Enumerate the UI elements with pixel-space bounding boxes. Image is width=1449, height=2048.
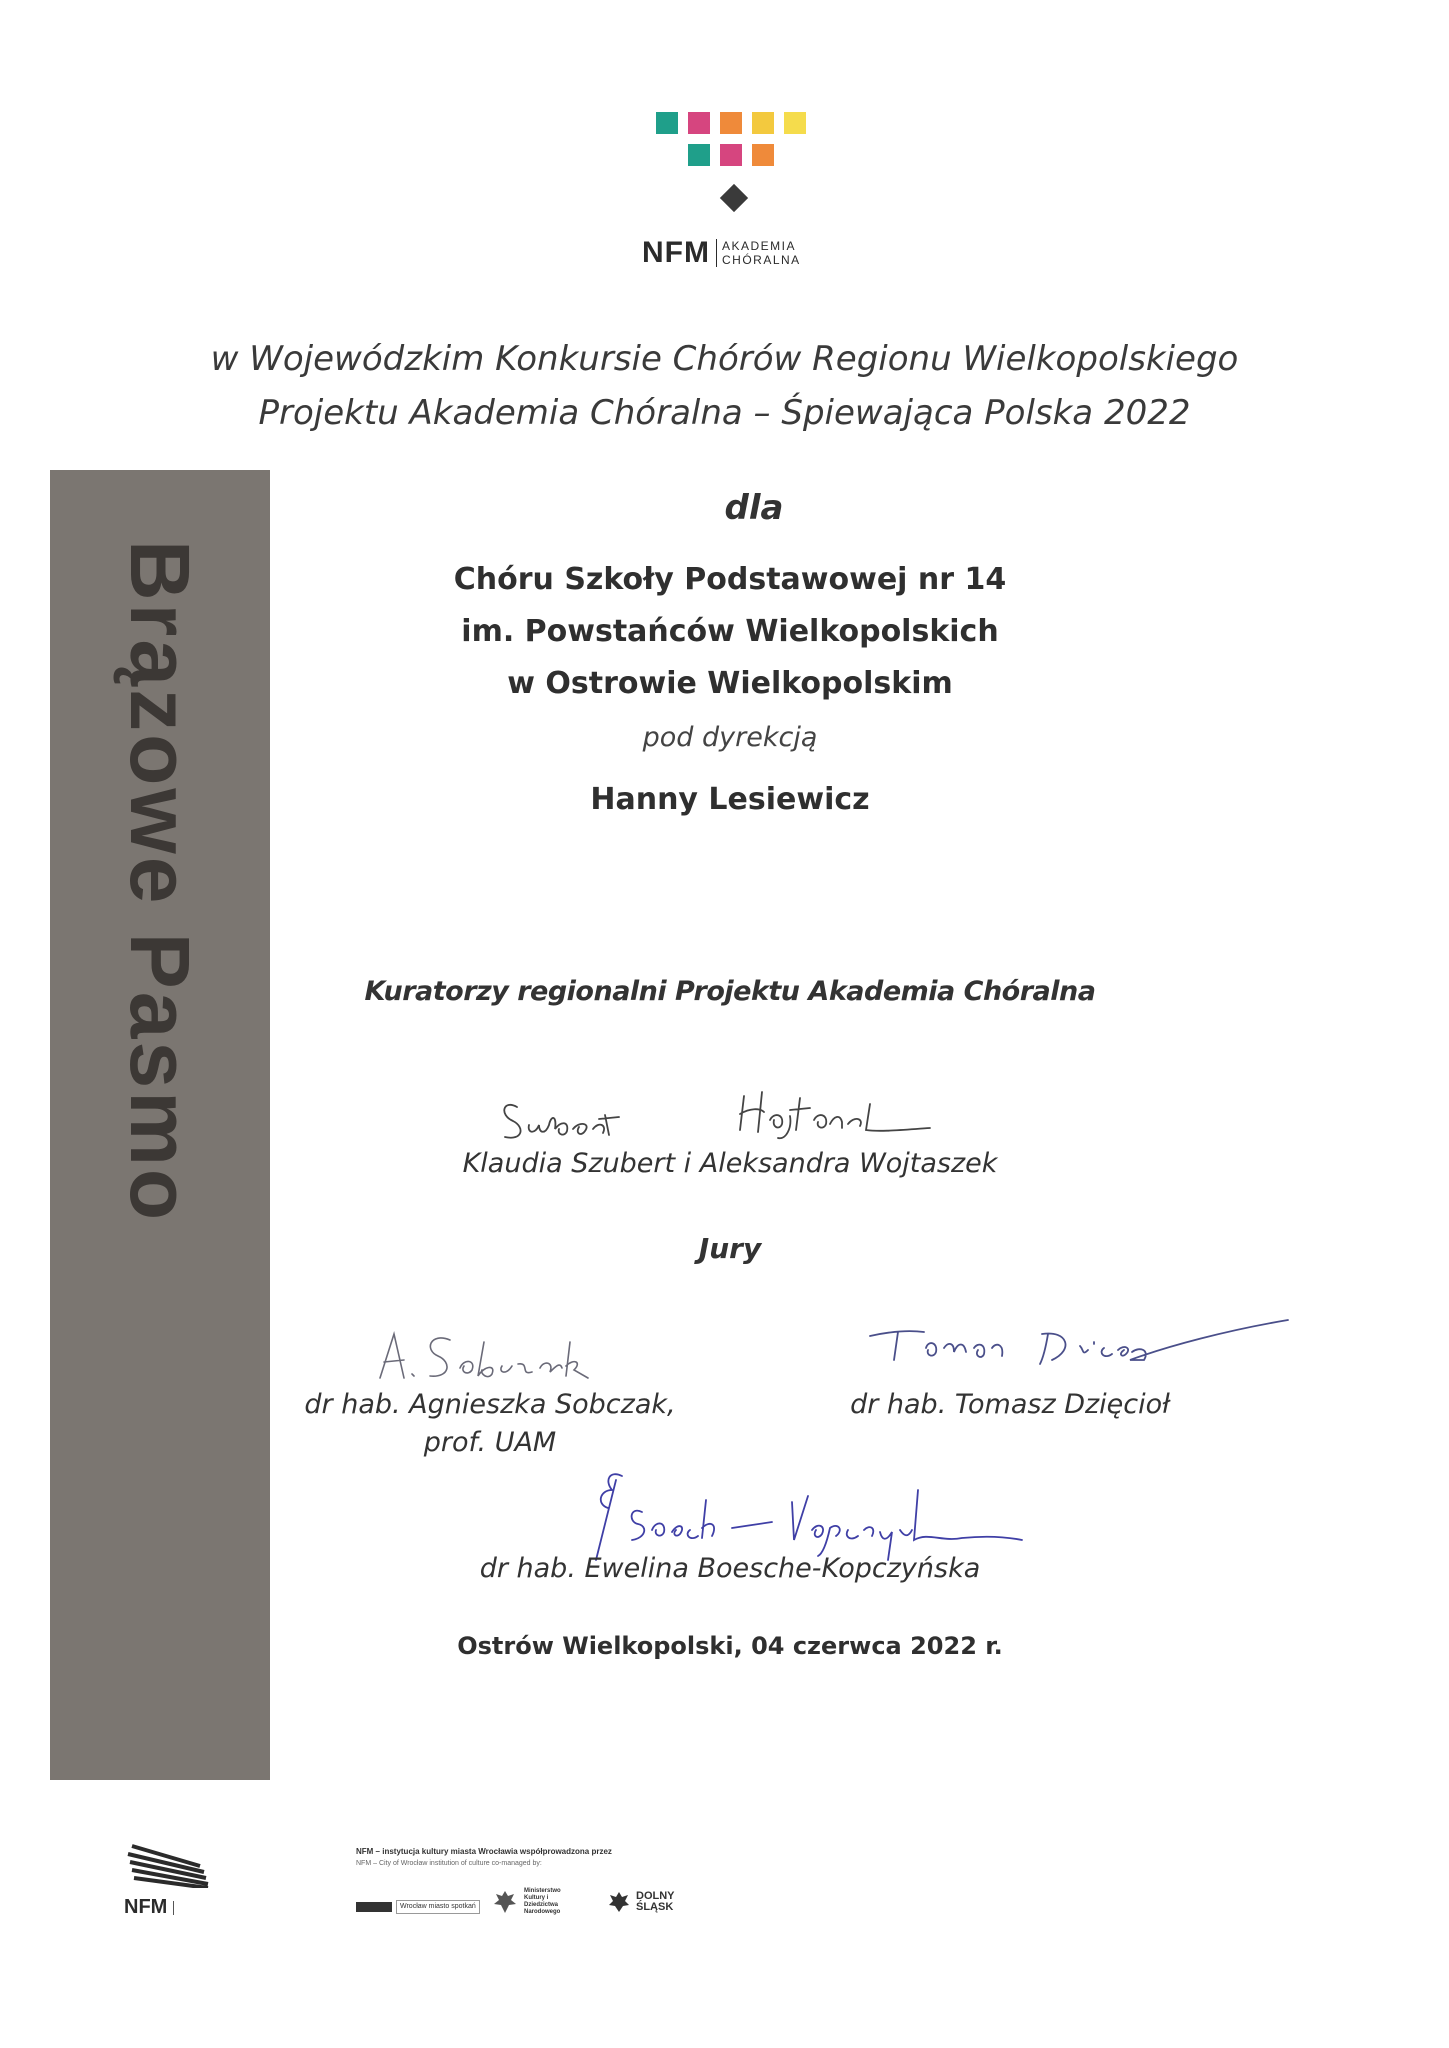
juror1-line2: prof. UAM — [423, 1427, 557, 1458]
jury-heading: Jury — [698, 1232, 762, 1265]
under-direction-label: pod dyrekcją — [642, 722, 818, 753]
curator-signature-wojtaszek — [730, 1078, 950, 1148]
curators-heading: Kuratorzy regionalni Projektu Akademia Chóralna — [364, 976, 1096, 1007]
logo-square — [720, 144, 742, 166]
juror1-signature — [360, 1322, 660, 1392]
logo-subtitle-line1: AKADEMIA — [721, 239, 796, 253]
logo-square — [656, 112, 678, 134]
curator-signature-szubert — [495, 1085, 665, 1155]
juror2-name: dr hab. Tomasz Dzięcioł — [850, 1389, 1170, 1420]
logo-square — [784, 112, 806, 134]
nfm-wordmark — [642, 236, 801, 270]
logo-square — [688, 144, 710, 166]
footer-partner2: Ministerstwo Kultury i Dziedzictwa Narodowego — [524, 1888, 561, 1915]
director-name: Hanny Lesiewicz — [590, 782, 870, 817]
wroclaw-logo-block — [356, 1902, 392, 1912]
recipient-line3: w Ostrowie Wielkopolskim — [507, 666, 953, 701]
logo-square — [720, 112, 742, 134]
akademia-choralna-logo — [640, 108, 820, 278]
eagle-emblem-icon — [492, 1888, 518, 1916]
intro-line1: w Wojewódzkim Konkursie Chórów Regionu Wielkopolskiego — [210, 339, 1239, 379]
intro-line2: Projektu Akademia Chóralna – Śpiewająca Polska 2022 — [258, 393, 1191, 433]
award-band — [50, 470, 270, 1780]
logo-square — [752, 112, 774, 134]
dolny-slask-eagle-icon — [608, 1890, 630, 1914]
footer-partner-wroclaw — [356, 1900, 480, 1914]
recipient-name — [420, 554, 1040, 710]
footer-partner3: DOLNY ŚLĄSK — [636, 1890, 675, 1913]
logo-diamond — [720, 184, 748, 212]
footer-partner-dolny-slask — [608, 1890, 682, 1914]
footer-note — [356, 1846, 776, 1870]
juror2-signature — [868, 1290, 1308, 1370]
footer-partner1: Wrocław miasto spotkań — [396, 1900, 480, 1914]
logo-square — [688, 112, 710, 134]
recipient-line2: im. Powstańców Wielkopolskich — [461, 614, 999, 649]
place-and-date: Ostrów Wielkopolski, 04 czerwca 2022 r. — [457, 1632, 1003, 1660]
intro-text — [0, 332, 1449, 440]
juror2 — [800, 1386, 1220, 1424]
logo-subtitle-line2: CHÓRALNA — [721, 253, 801, 267]
juror1-line1: dr hab. Agnieszka Sobczak, — [304, 1389, 676, 1420]
footer-note-line2: NFM – City of Wrocław institution of culture co-managed by: — [356, 1860, 542, 1867]
curators-names: Klaudia Szubert i Aleksandra Wojtaszek — [462, 1148, 998, 1179]
logo-brand: NFM — [642, 236, 710, 269]
award-band-text: Brązowe Pasmo — [113, 540, 208, 1224]
dla-label: dla — [724, 488, 784, 528]
logo-square — [752, 144, 774, 166]
footer-partner-ministry — [492, 1888, 572, 1916]
footer-nfm-wordmark: NFM — [124, 1896, 168, 1918]
logo-subtitle — [716, 239, 801, 267]
footer-nfm-logo — [124, 1840, 224, 1920]
footer-note-line1: NFM – instytucja kultury miasta Wrocławia współprowadzona przez — [356, 1847, 612, 1856]
nfm-building-icon — [124, 1840, 214, 1888]
recipient-line1: Chóru Szkoły Podstawowej nr 14 — [453, 562, 1007, 597]
juror1 — [290, 1386, 690, 1462]
juror3: dr hab. Ewelina Boesche-Kopczyńska — [479, 1553, 981, 1584]
footer-nfm-sub — [173, 1901, 202, 1915]
